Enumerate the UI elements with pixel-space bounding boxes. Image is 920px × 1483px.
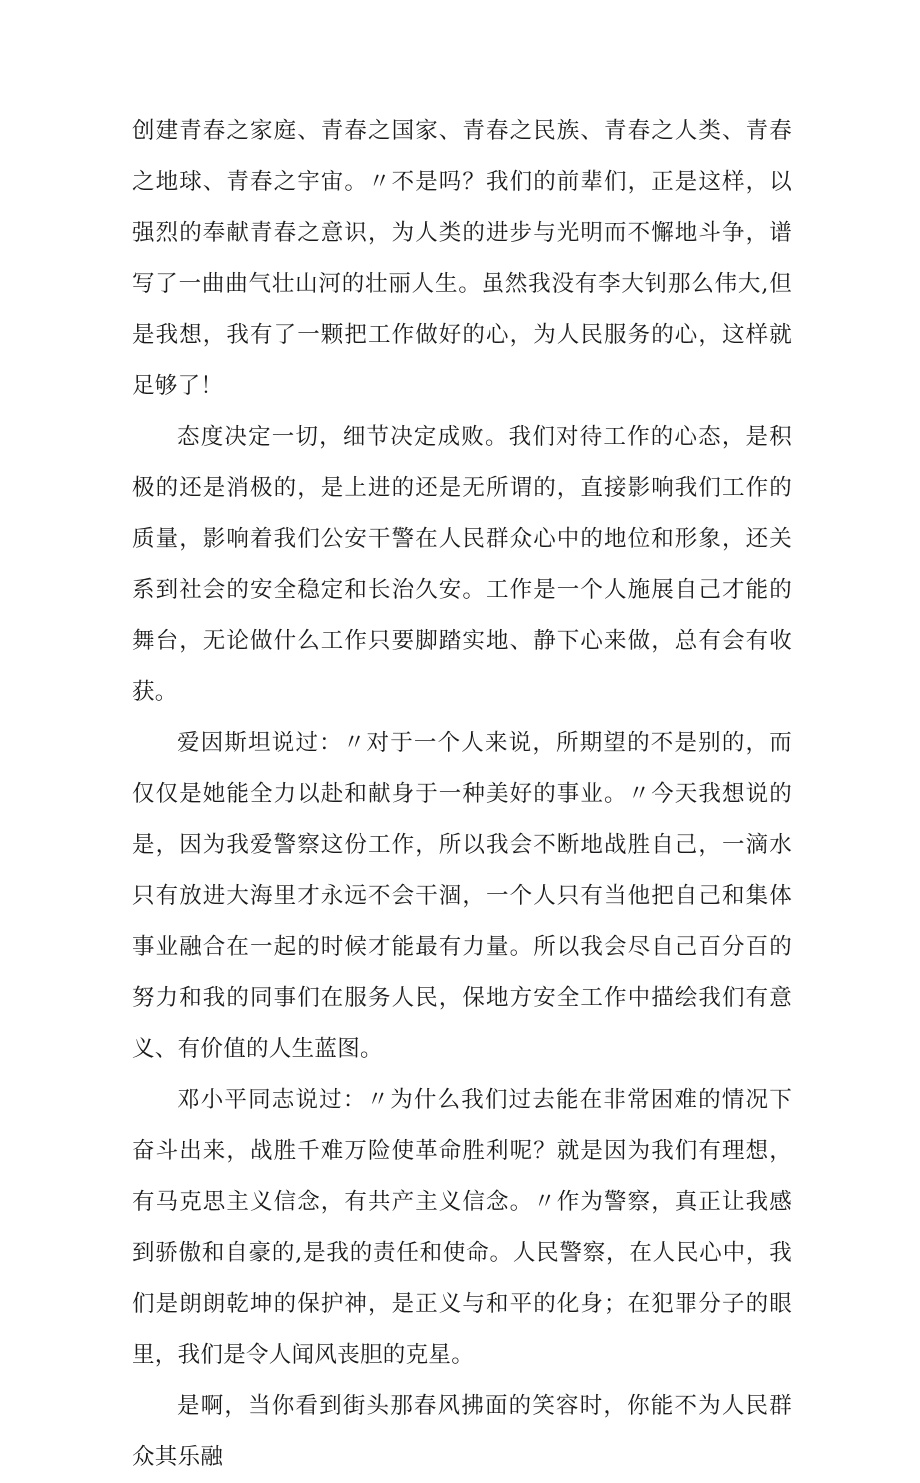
paragraph-1: 创建青春之家庭、青春之国家、青春之民族、青春之人类、青春之地球、青春之宇宙。〃不是吗？我们的前辈们，正是这样，以强烈的奉献青春之意识，为人类的进步与光明而不懈地斗争，谱写了一曲曲气壮山河的壮丽人生。虽然我没有李大钊那么伟大,但是我想，我有了一颗把工作做好的心，为人民服务的心，这样就足够了！ — [132, 118, 792, 399]
paragraph-2: 态度决定一切，细节决定成败。我们对待工作的心态，是积极的还是消极的，是上进的还是无所谓的，直接影响我们工作的质量，影响着我们公安干警在人民群众心中的地位和形象，还关系到社会的安全稳定和长治久安。工作是一个人施展自己才能的舞台，无论做什么工作只要脚踏实地、静下心来做，总有会有收获。 — [132, 424, 792, 705]
paragraph-4: 邓小平同志说过：〃为什么我们过去能在非常困难的情况下奋斗出来，战胜千难万险使革命胜利呢？就是因为我们有理想，有马克思主义信念，有共产主义信念。〃作为警察，真正让我感到骄傲和自豪的,是我的责任和使命。人民警察，在人民心中，我们是朗朗乾坤的保护神，是正义与和平的化身；在犯罪分子的眼里，我们是令人闻风丧胆的克星。 — [132, 1087, 792, 1368]
paragraph-3: 爱因斯坦说过：〃对于一个人来说，所期望的不是别的，而仅仅是她能全力以赴和献身于一种美好的事业。〃今天我想说的是，因为我爱警察这份工作，所以我会不断地战胜自己，一滴水只有放进大海里才永远不会干涸，一个人只有当他把自己和集体事业融合在一起的时候才能最有力量。所以我会尽自己百分百的努力和我的同事们在服务人民，保地方安全工作中描绘我们有意义、有价值的人生蓝图。 — [132, 730, 792, 1062]
document-body — [132, 106, 792, 1483]
paragraph-5: 是啊，当你看到街头那春风拂面的笑容时，你能不为人民群众其乐融 — [132, 1393, 792, 1470]
